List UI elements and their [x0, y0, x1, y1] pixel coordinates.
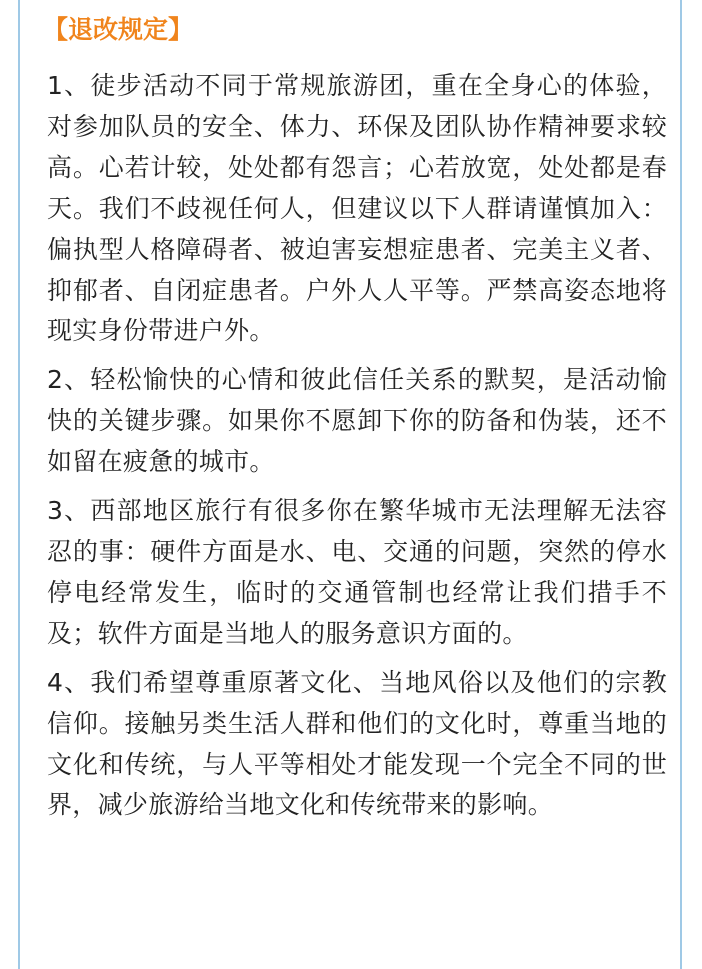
rule-paragraph-3: 3、西部地区旅行有很多你在繁华城市无法理解无法容忍的事：硬件方面是水、电、交通的问题，突然的停水停电经常发生，临时的交通管制也经常让我们措手不及；软件方面是当地人的服务意识方面的。 [47, 496, 667, 648]
section-heading: 【退改规定】 [43, 15, 194, 44]
rule-paragraph-1: 1、徒步活动不同于常规旅游团，重在全身心的体验，对参加队员的安全、体力、环保及团队协作精神要求较高。心若计较，处处都有怨言；心若放宽，处处都是春天。我们不歧视任何人，但建议以下人群请谨慎加入：偏执型人格障碍者、被迫害妄想症患者、完美主义者、抑郁者、自闭症患者。户外人人平等。严禁高姿态地将现实身份带进户外。 [47, 71, 667, 346]
rule-paragraph-4: 4、我们希望尊重原著文化、当地风俗以及他们的宗教信仰。接触另类生活人群和他们的文化时，尊重当地的文化和传统，与人平等相处才能发现一个完全不同的世界，减少旅游给当地文化和传统带来的影响。 [47, 667, 667, 820]
left-border-line [18, 0, 20, 969]
rule-paragraph-2: 2、轻松愉快的心情和彼此信任关系的默契，是活动愉快的关键步骤。如果你不愿卸下你的防备和伪装，还不如留在疲惫的城市。 [47, 365, 667, 477]
right-border-line [680, 0, 682, 969]
rules-section [43, 10, 667, 834]
